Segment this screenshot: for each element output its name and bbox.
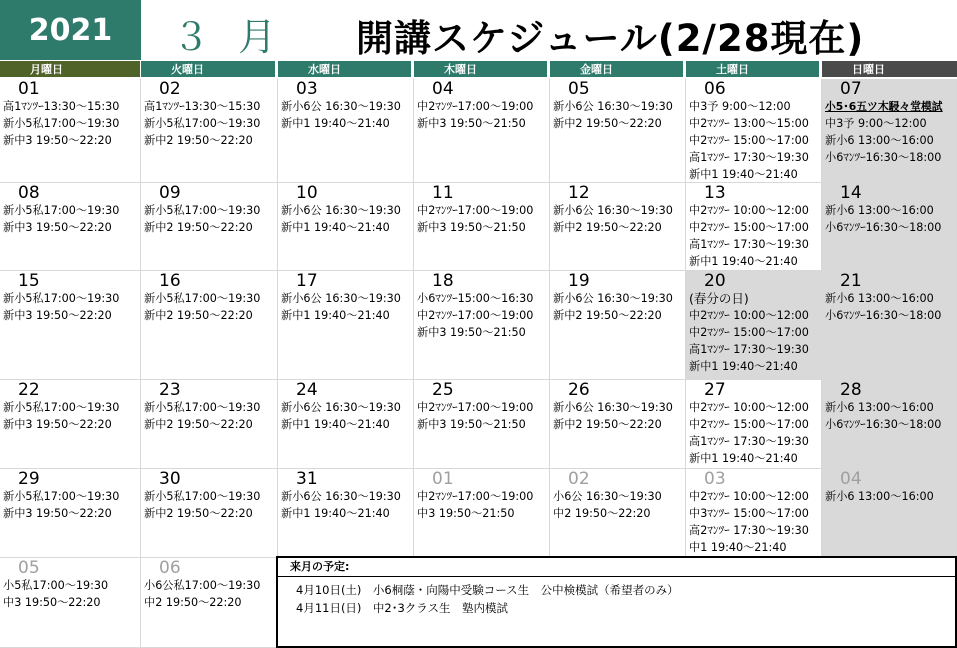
- class-schedule-line: 小6ﾏﾝﾂｰ16:30～18:00: [825, 221, 942, 234]
- day-cell: [686, 183, 822, 271]
- class-schedule-line: 新中3 19:50～21:50: [417, 221, 526, 234]
- class-schedule-line: 小6ﾏﾝﾂｰ16:30～18:00: [825, 151, 942, 164]
- day-cell: [686, 79, 822, 183]
- class-schedule-line: 新中3 19:50～22:20: [3, 134, 112, 147]
- day-cell: [0, 271, 141, 380]
- class-schedule-line: 新中2 19:50～22:20: [144, 309, 253, 322]
- day-cell: [141, 271, 278, 380]
- day-cell: [141, 469, 278, 558]
- class-schedule-line: 中2ﾏﾝﾂｰ 15:00～17:00: [689, 221, 809, 234]
- class-schedule-line: 新中1 19:40～21:40: [689, 168, 798, 181]
- day-number: 02: [568, 469, 590, 489]
- class-schedule-line: 新小6公 16:30～19:30: [553, 100, 673, 113]
- class-schedule-line: 中2ﾏﾝﾂｰ 15:00～17:00: [689, 326, 809, 339]
- day-number: 29: [18, 469, 40, 489]
- class-schedule-line: 新中2 19:50～22:20: [144, 134, 253, 147]
- class-schedule-line: 新小6 13:00～16:00: [825, 292, 934, 305]
- day-number: 05: [18, 558, 40, 578]
- class-schedule-line: 中2ﾏﾝﾂｰ 10:00～12:00: [689, 309, 809, 322]
- class-schedule-line: 中3予 9:00～12:00: [689, 100, 791, 113]
- class-schedule-line: 新小5私17:00～19:30: [3, 490, 120, 503]
- day-number: 08: [18, 183, 40, 203]
- day-cell: [414, 271, 550, 380]
- class-schedule-line: 新小6公 16:30～19:30: [553, 292, 673, 305]
- class-schedule-line: 中1 19:40～21:40: [689, 541, 787, 554]
- day-number: 01: [18, 79, 40, 99]
- day-number: 03: [704, 469, 726, 489]
- day-cell: [414, 183, 550, 271]
- class-schedule-line: 中2 19:50～22:20: [144, 596, 242, 609]
- class-schedule-line: 新小6 13:00～16:00: [825, 401, 934, 414]
- day-number: 06: [704, 79, 726, 99]
- day-cell: [278, 183, 414, 271]
- class-schedule-line: 新小5私17:00～19:30: [144, 490, 261, 503]
- class-schedule-line: 中3予 9:00～12:00: [825, 117, 927, 130]
- day-number: 12: [568, 183, 590, 203]
- class-schedule-line: 中3 19:50～21:50: [417, 507, 515, 520]
- special-event: 小5･6五ツ木駸々堂模試: [825, 100, 943, 113]
- day-number: 24: [296, 380, 318, 400]
- day-cell: [278, 469, 414, 558]
- day-number: 26: [568, 380, 590, 400]
- class-schedule-line: 中2ﾏﾝﾂｰ 10:00～12:00: [689, 401, 809, 414]
- day-number: 06: [159, 558, 181, 578]
- day-number: 04: [432, 79, 454, 99]
- class-schedule-line: 新小6 13:00～16:00: [825, 134, 934, 147]
- day-number: 05: [568, 79, 590, 99]
- class-schedule-line: 新中3 19:50～22:20: [3, 221, 112, 234]
- class-schedule-line: 高1ﾏﾝﾂｰ 17:30～19:30: [689, 343, 809, 356]
- day-cell: [278, 271, 414, 380]
- class-schedule-line: 中3 19:50～22:20: [3, 596, 101, 609]
- class-schedule-line: 小6ﾏﾝﾂｰ16:30～18:00: [825, 309, 942, 322]
- class-schedule-line: 新小6公 16:30～19:30: [281, 401, 401, 414]
- class-schedule-line: 新中2 19:50～22:20: [553, 117, 662, 130]
- next-month-box: [276, 556, 957, 648]
- day-cell: [414, 380, 550, 469]
- day-number: 16: [159, 271, 181, 291]
- class-schedule-line: 新中2 19:50～22:20: [144, 418, 253, 431]
- class-schedule-line: 小6公 16:30～19:30: [553, 490, 662, 503]
- day-number: 17: [296, 271, 318, 291]
- day-number: 01: [432, 469, 454, 489]
- class-schedule-line: 新小5私17:00～19:30: [3, 401, 120, 414]
- day-cell: [822, 183, 957, 271]
- day-cell: [0, 183, 141, 271]
- class-schedule-line: 新中2 19:50～22:20: [553, 221, 662, 234]
- class-schedule-line: 新小5私17:00～19:30: [144, 401, 261, 414]
- day-number: 22: [18, 380, 40, 400]
- class-schedule-line: 新中1 19:40～21:40: [281, 117, 390, 130]
- class-schedule-line: 新中2 19:50～22:20: [144, 221, 253, 234]
- day-number: 28: [840, 380, 862, 400]
- class-schedule-line: 新中3 19:50～22:20: [3, 507, 112, 520]
- class-schedule-line: 中2ﾏﾝﾂｰ 15:00～17:00: [689, 418, 809, 431]
- class-schedule-line: 小5私17:00～19:30: [3, 579, 109, 592]
- weekday-wed: 水曜日: [278, 61, 411, 77]
- class-schedule-line: 中2ﾏﾝﾂｰ17:00～19:00: [417, 490, 534, 503]
- next-month-item: 4月11日(日) 中2･3クラス生 塾内模試: [296, 601, 508, 615]
- class-schedule-line: 新小5私17:00～19:30: [144, 204, 261, 217]
- day-cell: [0, 380, 141, 469]
- day-cell: [414, 79, 550, 183]
- holiday-label: (春分の日): [689, 291, 749, 306]
- class-schedule-line: 新小5私17:00～19:30: [144, 117, 261, 130]
- day-cell: [686, 271, 822, 380]
- class-schedule-line: 新中2 19:50～22:20: [144, 507, 253, 520]
- day-number: 31: [296, 469, 318, 489]
- year-badge: [0, 0, 141, 60]
- day-cell: [278, 79, 414, 183]
- day-cell: [550, 183, 686, 271]
- class-schedule-line: 新中3 19:50～22:20: [3, 418, 112, 431]
- class-schedule-line: 新中3 19:50～22:20: [3, 309, 112, 322]
- day-number: 21: [840, 271, 862, 291]
- class-schedule-line: 新中1 19:40～21:40: [281, 507, 390, 520]
- class-schedule-line: 新小6公 16:30～19:30: [281, 490, 401, 503]
- class-schedule-line: 新小5私17:00～19:30: [3, 204, 120, 217]
- day-number: 13: [704, 183, 726, 203]
- class-schedule-line: 中2 19:50～22:20: [553, 507, 651, 520]
- class-schedule-line: 新小6 13:00～16:00: [825, 490, 934, 503]
- class-schedule-line: 中2ﾏﾝﾂｰ 15:00～17:00: [689, 134, 809, 147]
- class-schedule-line: 新中3 19:50～21:50: [417, 326, 526, 339]
- class-schedule-line: 中2ﾏﾝﾂｰ17:00～19:00: [417, 100, 534, 113]
- day-cell: [278, 380, 414, 469]
- class-schedule-line: 新中3 19:50～21:50: [417, 418, 526, 431]
- day-number: 15: [18, 271, 40, 291]
- weekday-thu: 木曜日: [414, 61, 547, 77]
- weekday-header-row: [0, 61, 957, 78]
- class-schedule-line: 高1ﾏﾝﾂｰ 17:30～19:30: [689, 238, 809, 251]
- day-number: 11: [432, 183, 454, 203]
- day-cell: [0, 558, 141, 648]
- day-number: 02: [159, 79, 181, 99]
- class-schedule-line: 中2ﾏﾝﾂｰ17:00～19:00: [417, 204, 534, 217]
- class-schedule-line: 高1ﾏﾝﾂｰ 17:30～19:30: [689, 435, 809, 448]
- next-month-item: 4月10日(土) 小6桐蔭・向陽中受験コース生 公中検模試（希望者のみ）: [296, 583, 679, 597]
- class-schedule-line: 新中1 19:40～21:40: [281, 221, 390, 234]
- day-number: 04: [840, 469, 862, 489]
- day-number: 30: [159, 469, 181, 489]
- day-cell: [686, 469, 822, 558]
- class-schedule-line: 小6ﾏﾝﾂｰ15:00～16:30: [417, 292, 534, 305]
- day-number: 25: [432, 380, 454, 400]
- class-schedule-line: 小6公私17:00～19:30: [144, 579, 261, 592]
- month-label: ３ 月: [172, 15, 285, 59]
- weekday-tue: 火曜日: [141, 61, 275, 77]
- next-month-header: 来月の予定:: [278, 558, 955, 577]
- day-cell: [822, 271, 957, 380]
- day-cell: [822, 79, 957, 183]
- class-schedule-line: 新中1 19:40～21:40: [689, 255, 798, 268]
- day-cell: [141, 183, 278, 271]
- weekday-sat: 土曜日: [686, 61, 819, 77]
- day-cell: [141, 79, 278, 183]
- page-title: 開講スケジュール(2/28現在): [356, 17, 865, 60]
- year-text: 2021: [28, 12, 113, 48]
- class-schedule-line: 中2ﾏﾝﾂｰ 10:00～12:00: [689, 204, 809, 217]
- day-cell: [686, 380, 822, 469]
- class-schedule-line: 中2ﾏﾝﾂｰ17:00～19:00: [417, 309, 534, 322]
- day-number: 18: [432, 271, 454, 291]
- day-cell: [822, 469, 957, 558]
- class-schedule-line: 新小6公 16:30～19:30: [553, 204, 673, 217]
- day-number: 20: [704, 271, 726, 291]
- day-cell: [0, 79, 141, 183]
- day-cell: [141, 380, 278, 469]
- class-schedule-line: 新小5私17:00～19:30: [144, 292, 261, 305]
- class-schedule-line: 高1ﾏﾝﾂｰ13:30～15:30: [3, 100, 120, 113]
- class-schedule-line: 新小5私17:00～19:30: [3, 292, 120, 305]
- weekday-sun: 日曜日: [822, 61, 957, 77]
- class-schedule-line: 高1ﾏﾝﾂｰ 17:30～19:30: [689, 151, 809, 164]
- day-cell: [141, 558, 278, 648]
- class-schedule-line: 新小5私17:00～19:30: [3, 117, 120, 130]
- class-schedule-line: 新小6公 16:30～19:30: [281, 100, 401, 113]
- day-cell: [414, 469, 550, 558]
- weekday-mon: 月曜日: [0, 61, 140, 77]
- class-schedule-line: 中2ﾏﾝﾂｰ 13:00～15:00: [689, 117, 809, 130]
- class-schedule-line: 高2ﾏﾝﾂｰ 17:30～19:30: [689, 524, 809, 537]
- day-number: 09: [159, 183, 181, 203]
- day-cell: [550, 79, 686, 183]
- day-number: 23: [159, 380, 181, 400]
- class-schedule-line: 新小6公 16:30～19:30: [281, 204, 401, 217]
- weekday-fri: 金曜日: [550, 61, 683, 77]
- day-cell: [550, 380, 686, 469]
- class-schedule-line: 新中1 19:40～21:40: [689, 360, 798, 373]
- class-schedule-line: 新小6公 16:30～19:30: [553, 401, 673, 414]
- class-schedule-line: 新小6公 16:30～19:30: [281, 292, 401, 305]
- day-number: 03: [296, 79, 318, 99]
- class-schedule-line: 新中1 19:40～21:40: [281, 309, 390, 322]
- day-number: 27: [704, 380, 726, 400]
- class-schedule-line: 新中1 19:40～21:40: [281, 418, 390, 431]
- class-schedule-line: 中2ﾏﾝﾂｰ 10:00～12:00: [689, 490, 809, 503]
- class-schedule-line: 新小6 13:00～16:00: [825, 204, 934, 217]
- class-schedule-line: 中2ﾏﾝﾂｰ17:00～19:00: [417, 401, 534, 414]
- class-schedule-line: 高1ﾏﾝﾂｰ13:30～15:30: [144, 100, 261, 113]
- day-cell: [822, 380, 957, 469]
- class-schedule-line: 新中1 19:40～21:40: [689, 452, 798, 465]
- day-number: 10: [296, 183, 318, 203]
- class-schedule-line: 新中2 19:50～22:20: [553, 309, 662, 322]
- day-cell: [550, 469, 686, 558]
- day-number: 07: [840, 79, 862, 99]
- class-schedule-line: 中3ﾏﾝﾂｰ 15:00～17:00: [689, 507, 809, 520]
- class-schedule-line: 新中3 19:50～21:50: [417, 117, 526, 130]
- day-number: 19: [568, 271, 590, 291]
- class-schedule-line: 新中2 19:50～22:20: [553, 418, 662, 431]
- day-cell: [0, 469, 141, 558]
- day-number: 14: [840, 183, 862, 203]
- day-cell: [550, 271, 686, 380]
- class-schedule-line: 小6ﾏﾝﾂｰ16:30～18:00: [825, 418, 942, 431]
